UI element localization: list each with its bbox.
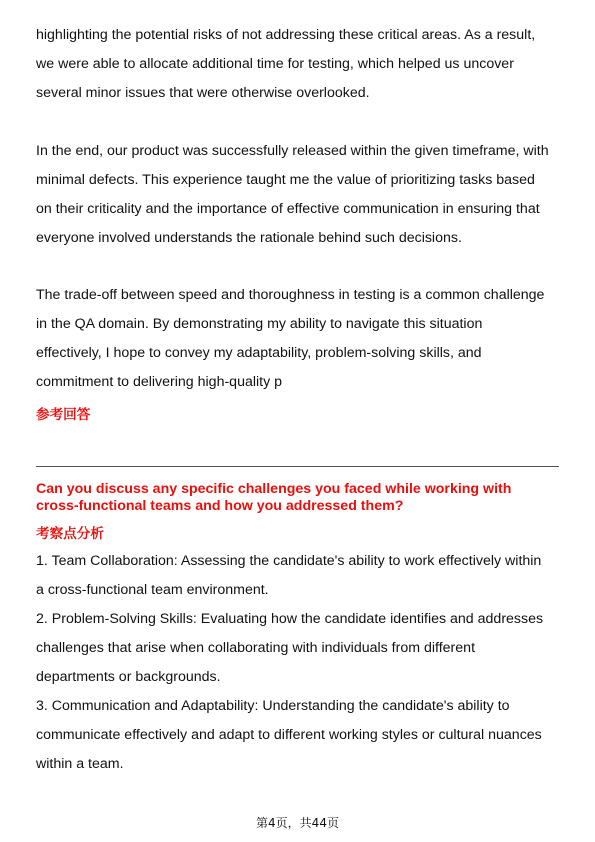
page-number-footer: 第4页，共44页 xyxy=(256,816,339,830)
body-text-line: The trade-off between speed and thoroughness in testing is a common challenge xyxy=(36,287,545,303)
analysis-item-line: departments or backgrounds. xyxy=(36,669,221,685)
body-text-line: commitment to delivering high-quality p xyxy=(36,374,283,390)
body-text-line: minimal defects. This experience taught me the value of prioritizing tasks based xyxy=(36,172,535,188)
analysis-item-line: 1. Team Collaboration: Assessing the candidate's ability to work effectively within xyxy=(36,553,542,569)
section-divider xyxy=(36,466,559,467)
body-text-line: on their criticality and the importance of effective communication in ensuring that xyxy=(36,201,540,217)
analysis-item-line: within a team. xyxy=(36,756,124,772)
analysis-item-line: 2. Problem-Solving Skills: Evaluating how the candidate identifies and addresses xyxy=(36,611,544,627)
analysis-item-line: 3. Communication and Adaptability: Understanding the candidate's ability to xyxy=(36,698,510,714)
body-text-line: we were able to allocate additional time for testing, which helped us uncover xyxy=(36,56,514,72)
analysis-item-line: a cross-functional team environment. xyxy=(36,582,269,598)
body-text-line: highlighting the potential risks of not addressing these critical areas. As a result, xyxy=(36,27,536,43)
body-text-line: everyone involved understands the rationale behind such decisions. xyxy=(36,230,462,246)
analysis-heading: 考察点分析 xyxy=(36,526,104,542)
analysis-item-line: challenges that arise when collaborating with individuals from different xyxy=(36,640,476,656)
reference-answer-heading: 参考回答 xyxy=(36,407,91,423)
body-text-line: in the QA domain. By demonstrating my ability to navigate this situation xyxy=(36,316,483,332)
body-text-line: In the end, our product was successfully released within the given timeframe, with xyxy=(36,143,549,159)
question-heading-line: cross-functional teams and how you addressed them? xyxy=(36,498,404,514)
body-text-line: effectively, I hope to convey my adaptability, problem-solving skills, and xyxy=(36,345,482,361)
analysis-item-line: communicate effectively and adapt to different working styles or cultural nuances xyxy=(36,727,542,743)
body-text-line: several minor issues that were otherwise overlooked. xyxy=(36,85,370,101)
question-heading-line: Can you discuss any specific challenges you faced while working with xyxy=(36,481,512,497)
